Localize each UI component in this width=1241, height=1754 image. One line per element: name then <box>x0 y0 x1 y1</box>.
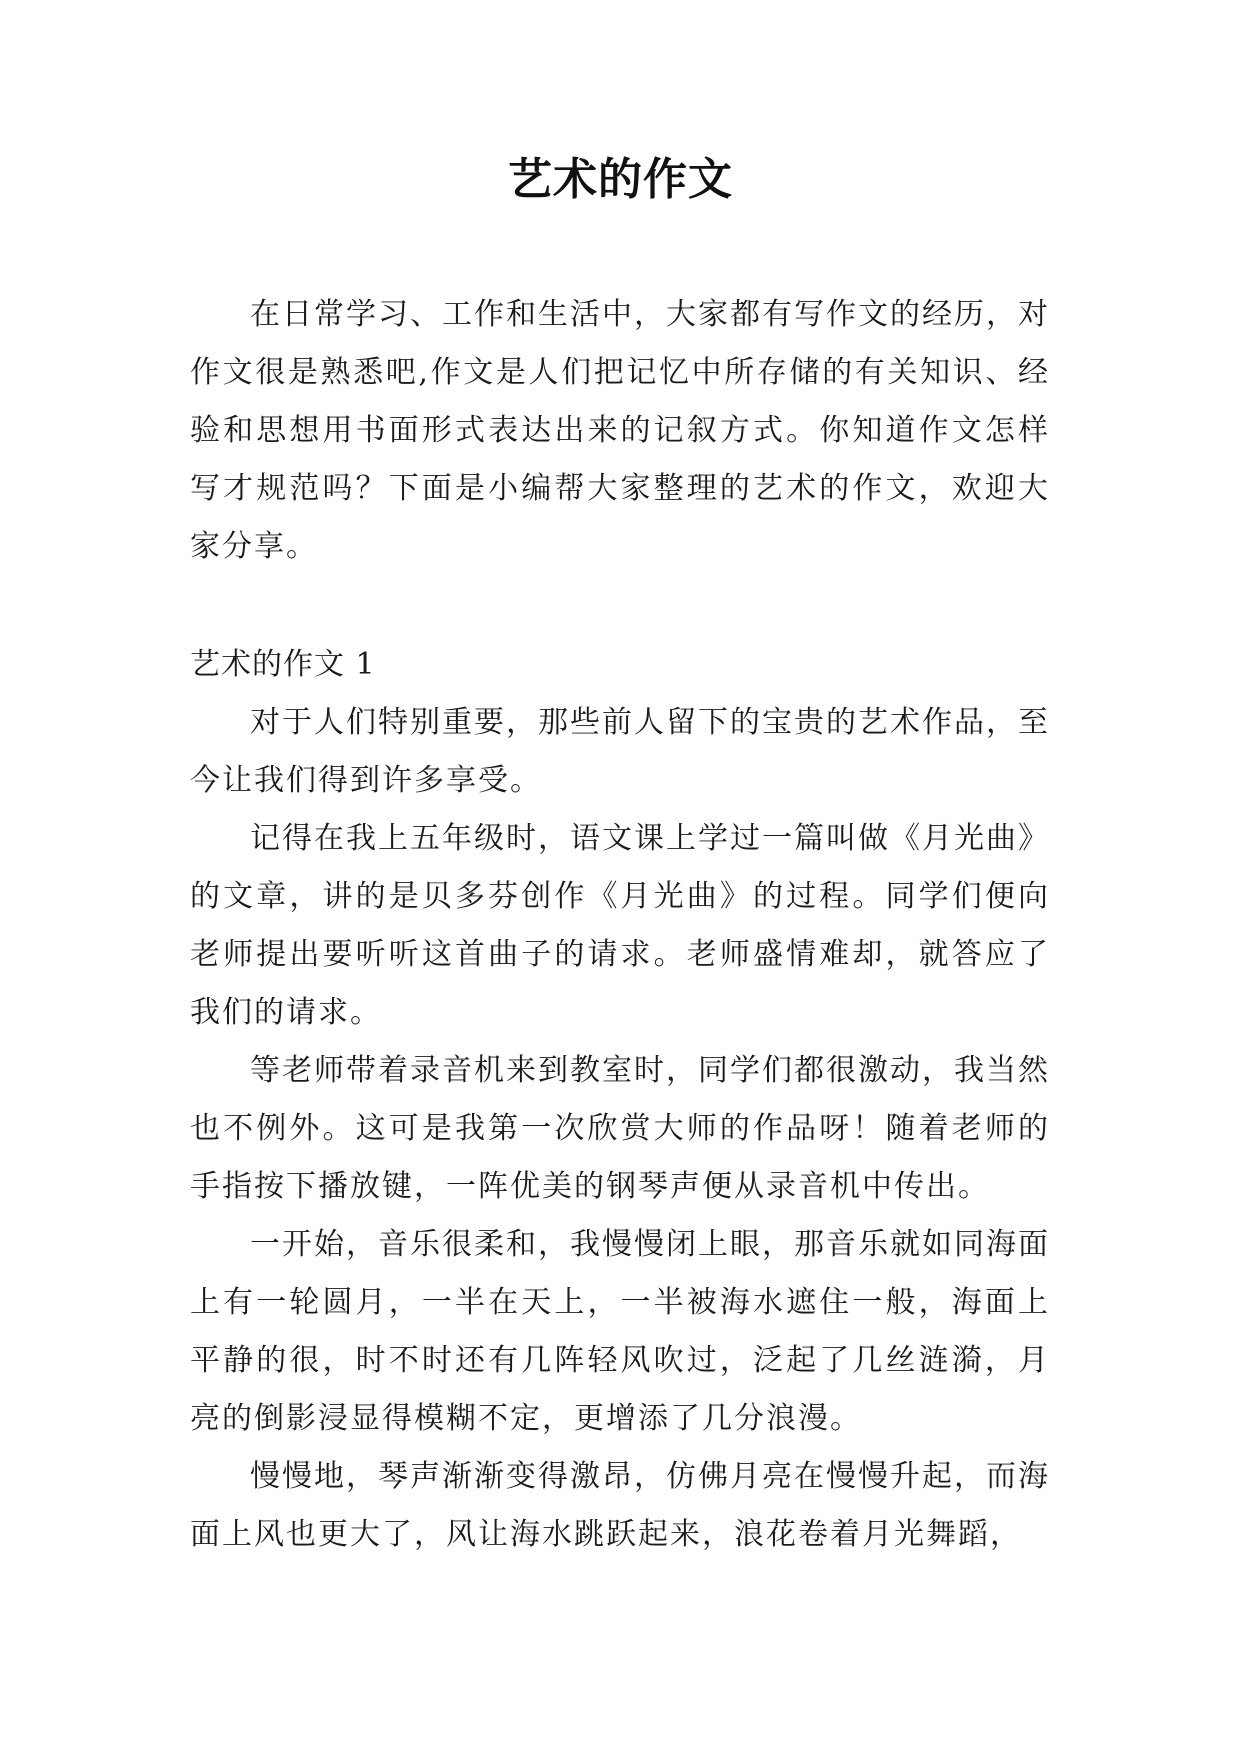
body-paragraph: 记得在我上五年级时，语文课上学过一篇叫做《月光曲》的文章，讲的是贝多芬创作《月光曲》的过程。同学们便向老师提出要听听这首曲子的请求。老师盛情难却，就答应了我们的请求。 <box>190 821 1050 1030</box>
body-paragraph: 等老师带着录音机来到教室时，同学们都很激动，我当然也不例外。这可是我第一次欣赏大师的作品呀！随着老师的手指按下播放键，一阵优美的钢琴声便从录音机中传出。 <box>190 1053 1050 1204</box>
section-heading: 艺术的作文 1 <box>190 647 376 682</box>
body-paragraph: 对于人们特别重要，那些前人留下的宝贵的艺术作品，至今让我们得到许多享受。 <box>190 705 1050 798</box>
intro-block <box>190 286 1050 576</box>
document-title: 艺术的作文 <box>508 154 733 205</box>
essay-section-1 <box>190 636 1050 1564</box>
intro-paragraph: 在日常学习、工作和生活中，大家都有写作文的经历，对作文很是熟悉吧,作文是人们把记忆中所存储的有关知识、经验和思想用书面形式表达出来的记叙方式。你知道作文怎样写才规范吗？下面是小编帮大家整理的艺术的作文，欢迎大家分享。 <box>190 297 1050 564</box>
body-paragraph: 慢慢地，琴声渐渐变得激昂，仿佛月亮在慢慢升起，而海面上风也更大了，风让海水跳跃起来，浪花卷着月光舞蹈， <box>190 1459 1050 1552</box>
body-paragraph: 一开始，音乐很柔和，我慢慢闭上眼，那音乐就如同海面上有一轮圆月，一半在天上，一半被海水遮住一般，海面上平静的很，时不时还有几阵轻风吹过，泛起了几丝涟漪，月亮的倒影浸显得模糊不定，更增添了几分浪漫。 <box>190 1227 1050 1436</box>
